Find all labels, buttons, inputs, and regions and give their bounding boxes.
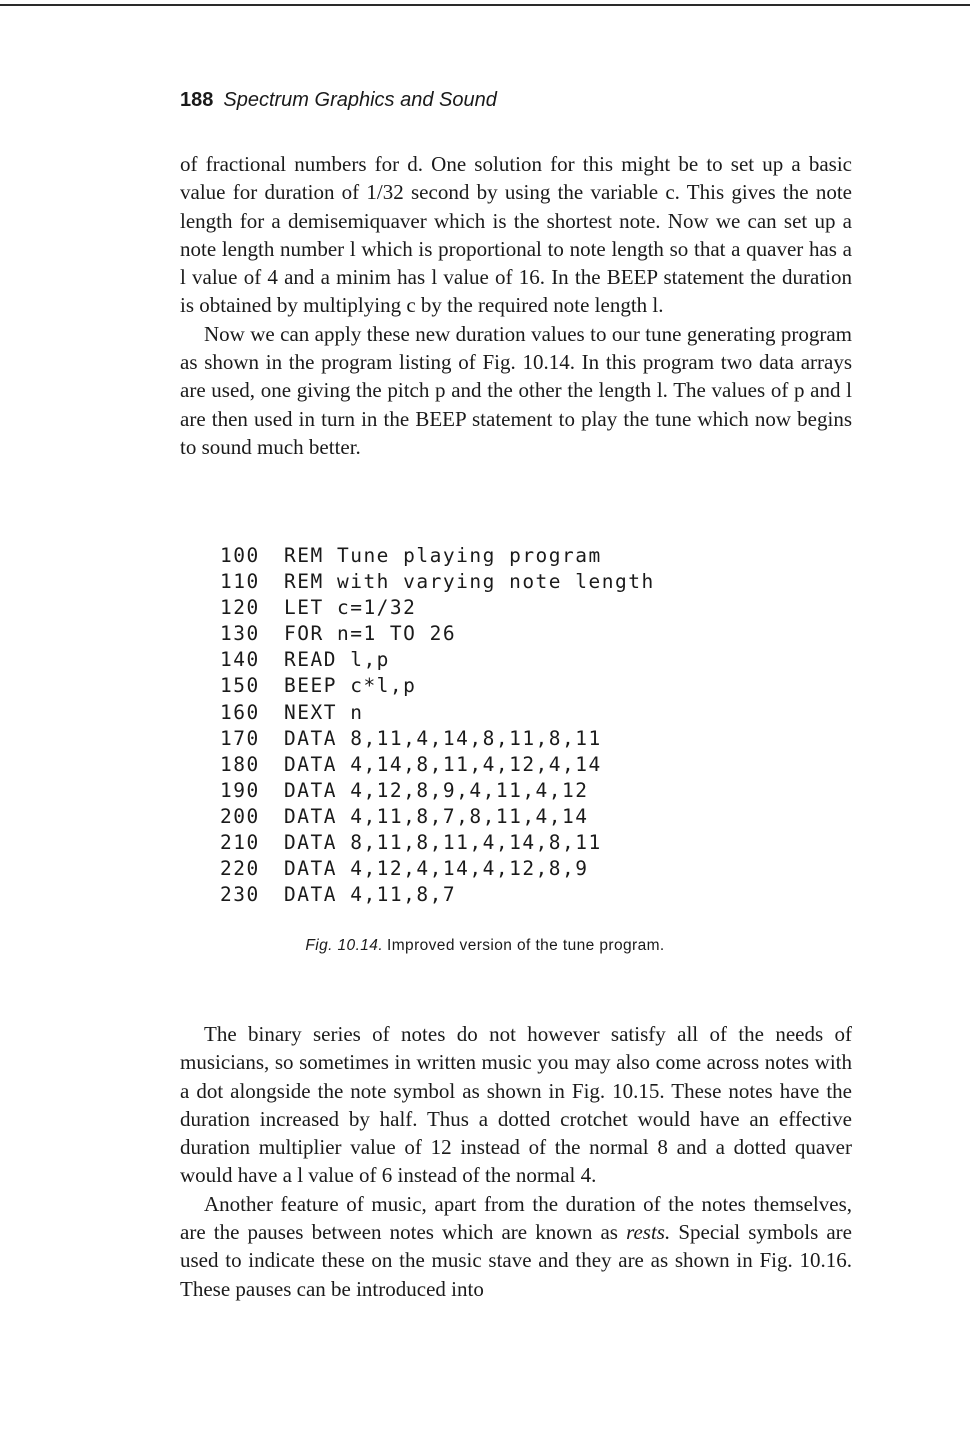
- code-text: DATA 4,12,4,14,4,12,8,9: [284, 857, 589, 881]
- paragraph: Now we can apply these new duration values to our tune generating program as shown in the program listing of Fig. 10.14. In this program two data arrays are used, one giving the pitch p and the other the length l. The values of p and l are then used in turn in the BEEP statement to play the tune which now begins to sound much better.: [180, 321, 852, 459]
- code-line: [220, 778, 655, 804]
- code-text: REM with varying note length: [284, 570, 655, 594]
- body-text-bottom: [180, 1020, 852, 1303]
- line-number: 120: [220, 596, 260, 620]
- book-title: Spectrum Graphics and Sound: [223, 89, 497, 111]
- code-line: [220, 543, 655, 569]
- code-text: DATA 8,11,4,14,8,11,8,11: [284, 726, 602, 750]
- line-number: 220: [220, 857, 260, 881]
- figure-label: Fig. 10.14.: [305, 937, 384, 954]
- code-text: BEEP c*l,p: [284, 674, 417, 698]
- code-line: [220, 647, 655, 673]
- code-line: [220, 882, 655, 908]
- code-text: FOR n=1 TO 26: [284, 622, 457, 646]
- code-text: LET c=1/32: [284, 596, 417, 620]
- line-number: 200: [220, 804, 260, 828]
- line-number: 230: [220, 883, 260, 907]
- page-number: 188: [180, 89, 214, 111]
- code-line: [220, 856, 655, 882]
- code-text: DATA 8,11,8,11,4,14,8,11: [284, 831, 602, 855]
- line-number: 180: [220, 752, 260, 776]
- line-number: 190: [220, 778, 260, 802]
- code-text: READ l,p: [284, 648, 390, 672]
- code-text: REM Tune playing program: [284, 544, 602, 567]
- code-text: DATA 4,11,8,7,8,11,4,14: [284, 804, 589, 828]
- code-line: [220, 752, 655, 778]
- paragraph-text: Special symbols are used to indicate these on the music stave and they are as shown in Fig. 10.16. These pauses can be introduced into: [180, 1220, 852, 1301]
- code-line: [220, 700, 655, 726]
- code-text: DATA 4,14,8,11,4,12,4,14: [284, 752, 602, 776]
- line-number: 130: [220, 622, 260, 646]
- paragraph: of fractional numbers for d. One solution for this might be to set up a basic value for duration of 1/32 second by using the variable c. This gives the note length for a demisemiquaver which is the shortest note. Now we can set up a note length number l which is proportional to note length so that a quaver has a l value of 4 and a minim has l value of 16. In the BEEP statement the duration is obtained by multiplying c by the required note length l.: [180, 152, 852, 318]
- figure-caption: [0, 935, 970, 957]
- paragraph: The binary series of notes do not however satisfy all of the needs of musicians, so sometimes in written music you may also come across notes with a dot alongside the note symbol as shown in Fig. 10.15. These notes have the duration increased by half. Thus a dotted crotchet would have an effective duration multiplier value of 12 instead of the normal 8 and a dotted quaver would have a l value of 6 instead of the normal 4.: [180, 1022, 852, 1188]
- code-line: [220, 804, 655, 830]
- code-line: [220, 726, 655, 752]
- line-number: 170: [220, 726, 260, 750]
- code-line: [220, 569, 655, 595]
- line-number: 160: [220, 700, 260, 724]
- code-line: [220, 595, 655, 621]
- code-line: [220, 830, 655, 856]
- paragraph-text: Another feature of music, apart from the duration of the notes themselves, are the pauses between notes which are known as: [180, 1191, 852, 1245]
- running-head: [180, 86, 497, 114]
- program-listing: [220, 543, 655, 908]
- caption-text: Improved version of the tune program.: [387, 937, 665, 954]
- top-rule: [0, 4, 970, 6]
- code-text: DATA 4,11,8,7: [284, 883, 457, 907]
- code-text: DATA 4,12,8,9,4,11,4,12: [284, 778, 589, 802]
- body-text-top: [180, 150, 852, 461]
- emphasis-text: rests.: [626, 1220, 671, 1245]
- line-number: 150: [220, 674, 260, 698]
- code-line: [220, 673, 655, 699]
- code-text: NEXT n: [284, 700, 364, 724]
- line-number: 110: [220, 570, 260, 594]
- code-line: [220, 621, 655, 647]
- line-number: 140: [220, 648, 260, 672]
- line-number: 210: [220, 831, 260, 855]
- paragraph: [180, 1190, 852, 1303]
- line-number: 100: [220, 544, 260, 567]
